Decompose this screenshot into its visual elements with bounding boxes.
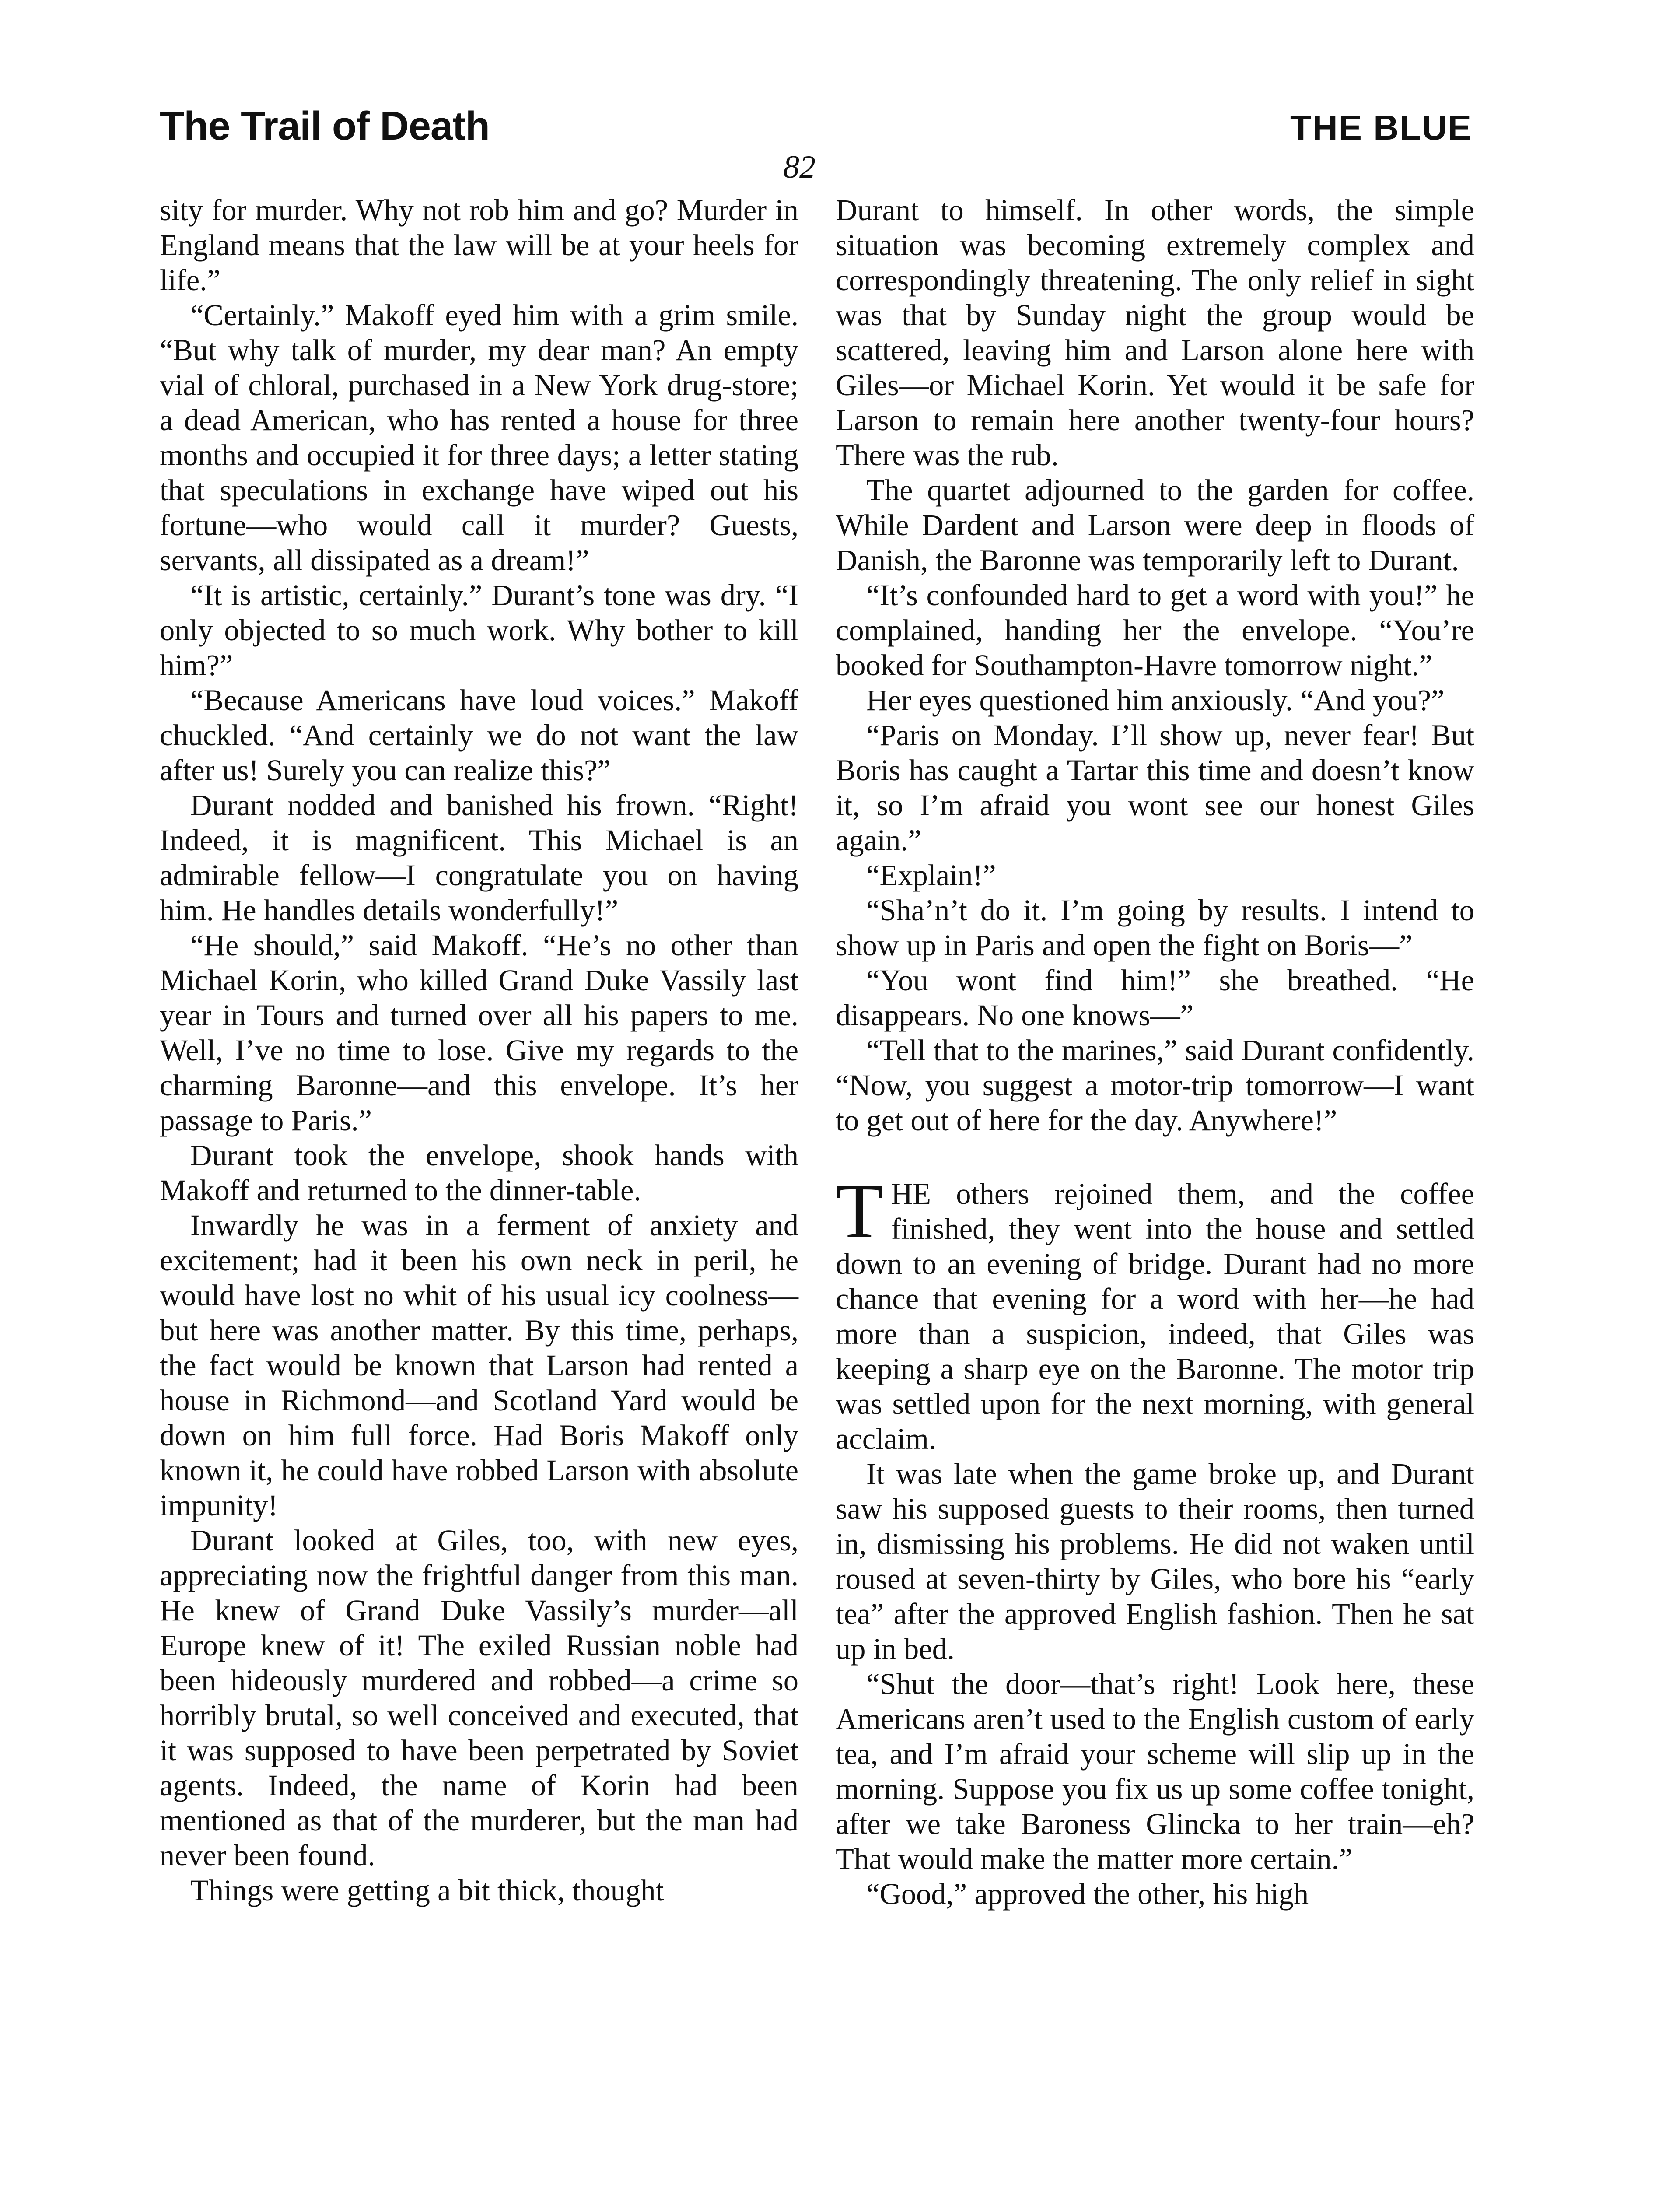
paragraph: Durant looked at Giles, too, with new eyes, appreciating now the frightful danger from this man. He knew of Grand Duke Vassily’s murder—all Europe knew of it! The exiled Russian noble had been hideously murdered and robbed—a crime so horribly brutal, so well conceived and executed, that it was supposed to have been perpetrated by Soviet agents. Indeed, the name of Korin had been mentioned as that of the murderer, but the man had never been found. (160, 1524, 798, 1872)
paragraph: “Certainly.” Makoff eyed him with a grim smile. “But why talk of murder, my dear man? An empty vial of chloral, purchased in a New York drug-store; a dead American, who has rented a house for three months and occupied it for three days; a letter stating that speculations in exchange have wiped out his fortune—who would call it murder? Guests, servants, all dissipated as a dream!” (160, 298, 798, 577)
paragraph: sity for murder. Why not rob him and go? Murder in England means that the law will be at your heels for life.” (160, 193, 798, 297)
right-column (836, 193, 1474, 1911)
paragraph: “He should,” said Makoff. “He’s no other than Michael Korin, who killed Grand Duke Vassily last year in Tours and turned over all his papers to me. Well, I’ve no time to lose. Give my regards to the charming Baronne—and this envelope. It’s her passage to Paris.” (160, 929, 798, 1137)
section-opening-paragraph (836, 1168, 1474, 1456)
left-column (160, 193, 798, 1908)
paragraph: “Good,” approved the other, his high (866, 1877, 1309, 1911)
paragraph: Things were getting a bit thick, thought (190, 1874, 664, 1907)
paragraph: “Shut the door—that’s right! Look here, these Americans aren’t used to the English custom of early tea, and I’m afraid your scheme will slip up in the morning. Suppose you fix us up some coffee tonight, after we take Baroness Glincka to her train—eh? That would make the matter more certain.” (836, 1667, 1474, 1876)
section-opening-text: HE others rejoined them, and the coffee finished, they went into the house and settled down to an evening of bridge. Durant had no more chance that evening for a word with her—he had more than a suspicion, indeed, that Giles was keeping a sharp eye on the Baronne. The motor trip was settled upon for the next morning, with general acclaim. (836, 1177, 1474, 1455)
paragraph: Inwardly he was in a ferment of anxiety and excitement; had it been his own neck in peril, he would have lost no whit of his usual icy coolness—but here was another matter. By this time, perhaps, the fact would be known that Larson had rented a house in Richmond—and Scotland Yard would be down on him full force. Had Boris Makoff only known it, he could have robbed Larson with absolute impunity! (160, 1209, 798, 1522)
drop-cap: T (836, 1168, 883, 1254)
running-title: The Trail of Death (160, 104, 490, 148)
paragraph: The quartet adjourned to the garden for coffee. While Dardent and Larson were deep in floods of Danish, the Baronne was temporarily left to Durant. (836, 473, 1474, 577)
paragraph: Her eyes questioned him anxiously. “And you?” (866, 684, 1445, 717)
paragraph: Durant to himself. In other words, the simple situation was becoming extremely complex and correspondingly threatening. The only relief in sight was that by Sunday night the group would be scattered, leaving him and Larson alone here with Giles—or Michael Korin. Yet would it be safe for Larson to remain here another twenty-four hours? There was the rub. (836, 193, 1474, 472)
paragraph: Durant nodded and banished his frown. “Right! Indeed, it is magnificent. This Michael is an admirable fellow—I congratulate you on having him. He handles details wonderfully!” (160, 789, 798, 927)
paragraph: “It’s confounded hard to get a word with you!” he complained, handing her the envelope. “You’re booked for Southampton-Havre tomorrow night.” (836, 579, 1474, 682)
page-number: 82 (783, 149, 816, 185)
paragraph: Durant took the envelope, shook hands with Makoff and returned to the dinner-table. (160, 1139, 798, 1207)
paragraph: “You wont find him!” she breathed. “He disappears. No one knows—” (836, 964, 1474, 1032)
paragraph: “It is artistic, certainly.” Durant’s tone was dry. “I only objected to so much work. Why bother to kill him?” (160, 579, 798, 682)
paragraph: “Paris on Monday. I’ll show up, never fear! But Boris has caught a Tartar this time and doesn’t know it, so I’m afraid you wont see our honest Giles again.” (836, 719, 1474, 857)
paragraph: “Tell that to the marines,” said Durant confidently. “Now, you suggest a motor-trip tomorrow—I want to get out of here for the day. Anywhere!” (836, 1034, 1474, 1137)
paragraph: “Because Americans have loud voices.” Makoff chuckled. “And certainly we do not want the law after us! Surely you can realize this?” (160, 684, 798, 787)
paragraph: It was late when the game broke up, and Durant saw his supposed guests to their rooms, then turned in, dismissing his problems. He did not waken until roused at seven-thirty by Giles, who bore his “early tea” after the approved English fashion. Then he sat up in bed. (836, 1457, 1474, 1666)
paragraph: “Explain!” (866, 859, 996, 892)
magazine-name: THE BLUE (1290, 108, 1472, 147)
page-header (160, 103, 1472, 156)
section-break (836, 1168, 1474, 1456)
paragraph: “Sha’n’t do it. I’m going by results. I intend to show up in Paris and open the fight on Boris—” (836, 894, 1474, 962)
